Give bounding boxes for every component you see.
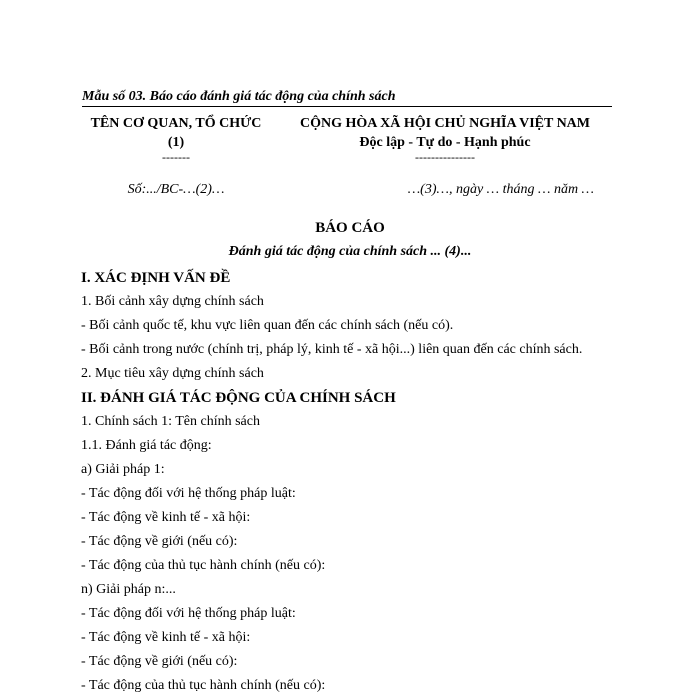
org-divider: ------- [162, 150, 190, 164]
org-footnote: (1) [167, 135, 185, 150]
subsection-heading: 1. Bối cảnh xây dựng chính sách [81, 294, 264, 309]
body-line: - Tác động đối với hệ thống pháp luật: [81, 606, 296, 621]
body-line: - Bối cảnh trong nước (chính trị, pháp lý, kinh tế - xã hội...) liên quan đến các chính sách. [81, 342, 583, 357]
form-title: Mẫu số 03. Báo cáo đánh giá tác động của chính sách [82, 89, 396, 104]
section-heading: II. ĐÁNH GIÁ TÁC ĐỘNG CỦA CHÍNH SÁCH [81, 390, 396, 406]
body-line: - Tác động của thủ tục hành chính (nếu có): [81, 678, 326, 693]
body-line: - Tác động về giới (nếu có): [81, 654, 238, 669]
solution-heading: a) Giải pháp 1: [81, 462, 165, 477]
header-left [85, 114, 267, 199]
motto-divider: --------------- [415, 150, 475, 164]
report-body [81, 266, 661, 698]
report-subtitle: Đánh giá tác động của chính sách ... (4)... [228, 244, 472, 259]
report-title: BÁO CÁO [315, 220, 385, 236]
document-number: Số:.../BC-…(2)… [127, 182, 225, 197]
country-name: CỘNG HÒA XÃ HỘI CHỦ NGHĨA VIỆT NAM [299, 116, 590, 131]
body-line: - Tác động về giới (nếu có): [81, 534, 238, 549]
subsection-heading: 1.1. Đánh giá tác động: [81, 438, 212, 453]
national-motto: Độc lập - Tự do - Hạnh phúc [359, 135, 531, 150]
section-heading: I. XÁC ĐỊNH VẤN ĐỀ [81, 270, 231, 286]
solution-heading: n) Giải pháp n:... [81, 582, 176, 597]
subsection-heading: 1. Chính sách 1: Tên chính sách [81, 414, 260, 429]
body-line: - Bối cảnh quốc tế, khu vực liên quan đến các chính sách (nếu có). [81, 318, 454, 333]
body-line: - Tác động của thủ tục hành chính (nếu có): [81, 558, 326, 573]
body-line: - Tác động về kinh tế - xã hội: [81, 510, 251, 525]
subsection-heading: 2. Mục tiêu xây dựng chính sách [81, 366, 264, 381]
title-underline [82, 106, 612, 107]
header-right [288, 114, 602, 199]
body-line: - Tác động đối với hệ thống pháp luật: [81, 486, 296, 501]
place-and-date: …(3)…, ngày … tháng … năm … [407, 182, 594, 197]
org-name: TÊN CƠ QUAN, TỔ CHỨC [90, 116, 262, 131]
body-line: - Tác động về kinh tế - xã hội: [81, 630, 251, 645]
